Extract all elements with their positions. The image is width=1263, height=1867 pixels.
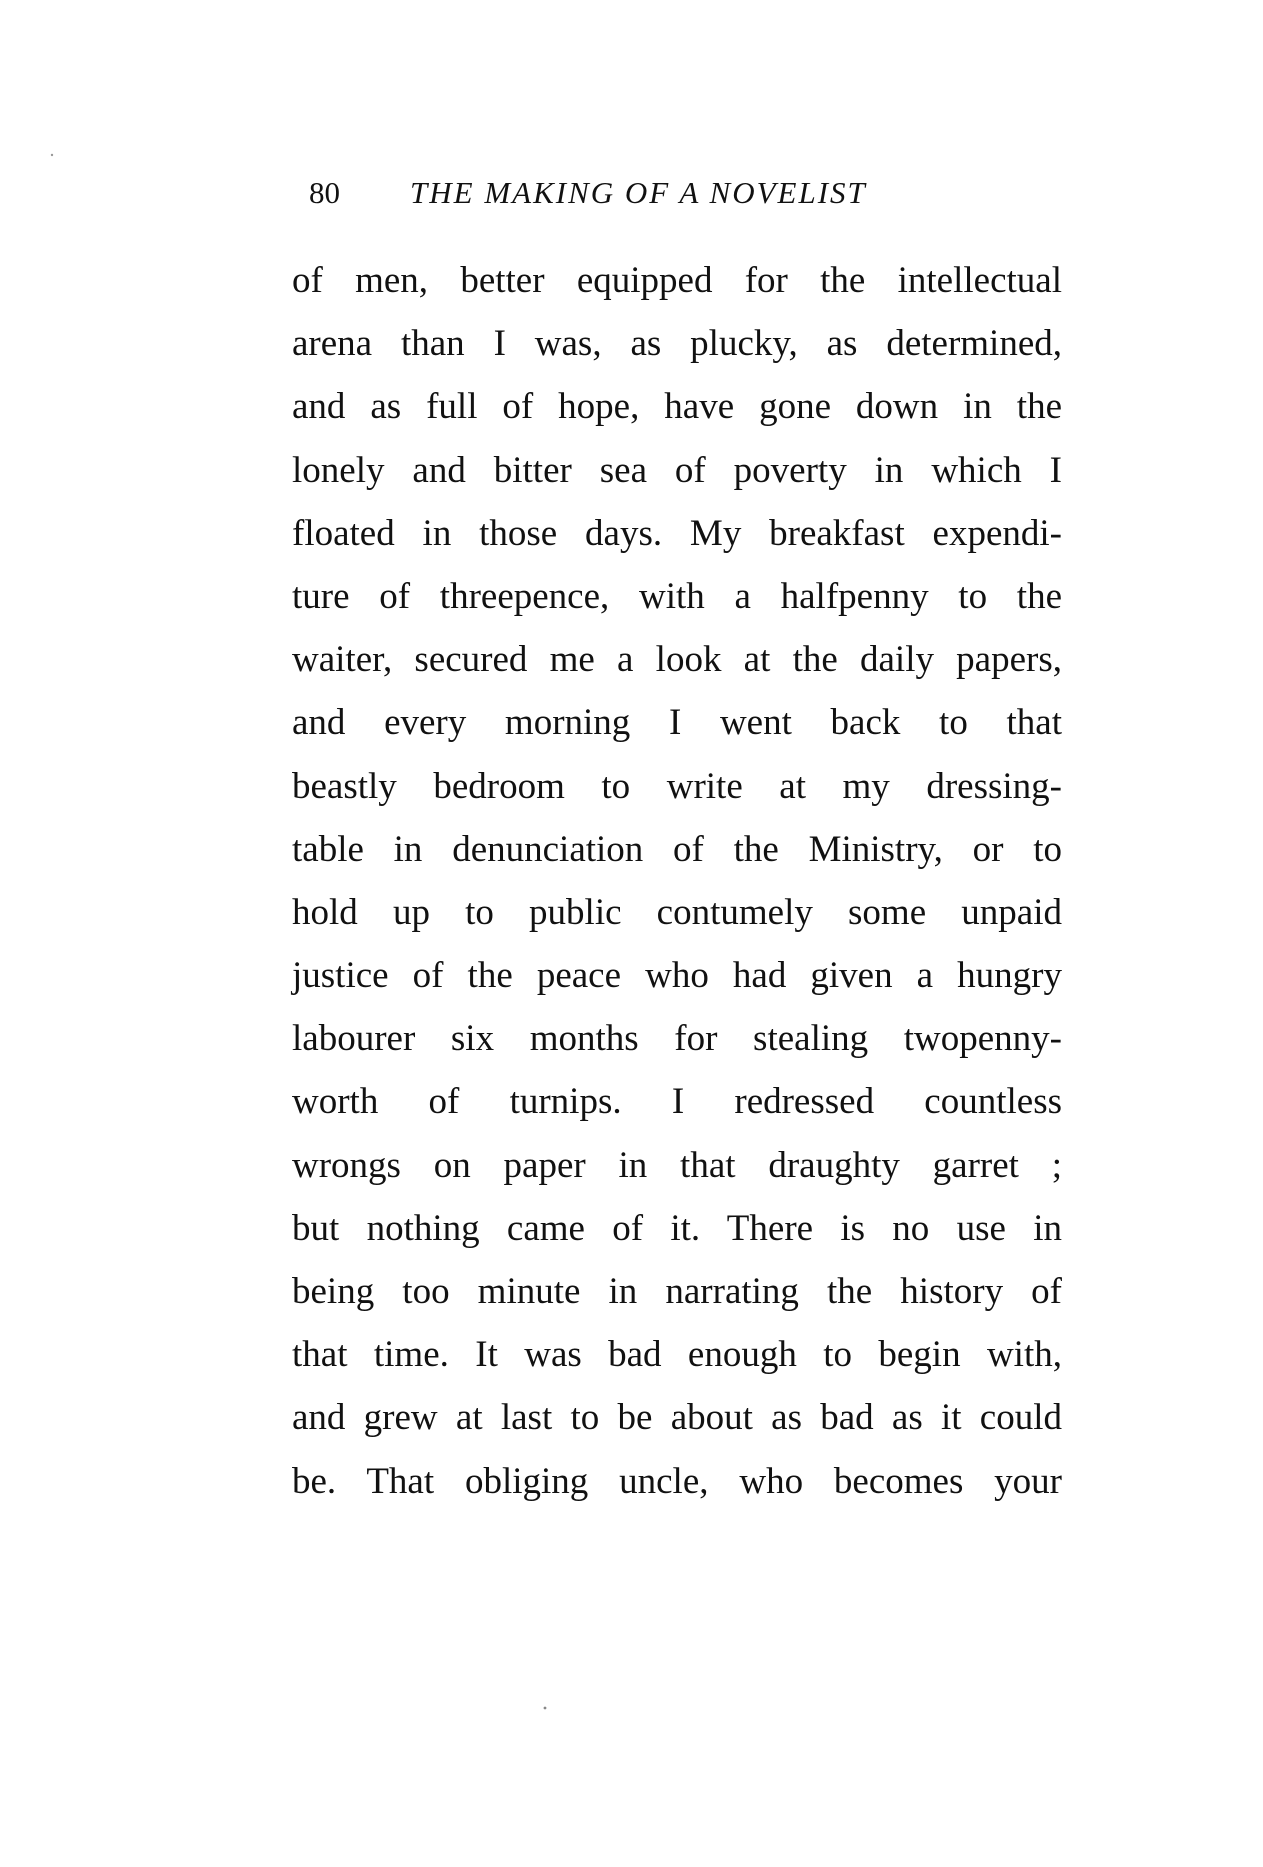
text-line: waiter, secured me a look at the daily papers, [292,639,1062,681]
text-line: and grew at last to be about as bad as it could [292,1397,1062,1439]
text-line: and every morning I went back to that [292,702,1062,744]
scan-speck [51,154,53,156]
running-head: THE MAKING OF A NOVELIST [410,175,867,210]
text-line: wrongs on paper in that draughty garret ; [292,1144,1062,1186]
text-line: but nothing came of it. There is no use in [292,1207,1062,1249]
text-line: labourer six months for stealing twopenny- [292,1018,1062,1060]
text-line: floated in those days. My breakfast expendi- [292,512,1062,554]
text-line: be. That obliging uncle, who becomes your [292,1460,1062,1502]
text-line: table in denunciation of the Ministry, or to [292,828,1062,870]
text-line: beastly bedroom to write at my dressing- [292,765,1062,807]
text-line: hold up to public contumely some unpaid [292,891,1062,933]
text-line: and as full of hope, have gone down in the [292,386,1062,428]
text-line: ture of threepence, with a halfpenny to the [292,575,1062,617]
text-line: lonely and bitter sea of poverty in which I [292,449,1062,491]
scan-speck [544,1707,547,1710]
text-line: justice of the peace who had given a hungry [292,955,1062,997]
text-line: that time. It was bad enough to begin with, [292,1334,1062,1376]
page-number: 80 [309,175,340,210]
text-line: worth of turnips. I redressed countless [292,1081,1062,1123]
text-line: being too minute in narrating the history of [292,1271,1062,1312]
text-line: of men, better equipped for the intellectual [292,260,1062,301]
text-line: arena than I was, as plucky, as determined, [292,323,1062,365]
